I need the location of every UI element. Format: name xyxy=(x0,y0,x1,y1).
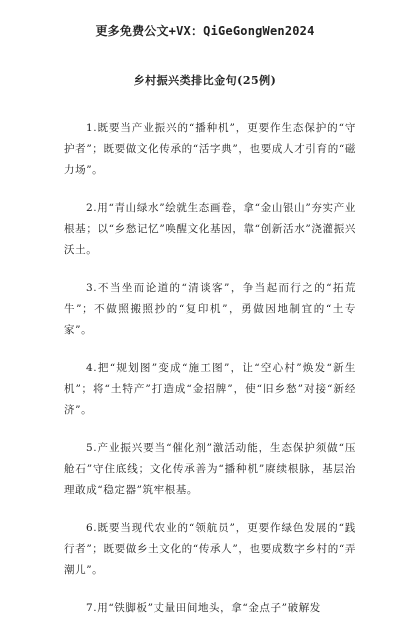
paragraph-2: 2.用“青山绿水”绘就生态画卷，拿“金山银山”夯实产业根基；以“乡愁记忆”唤醒文化基因，靠“创新活水”浇灌振兴沃土。 xyxy=(64,202,356,256)
promo-header: 更多免费公文+VX：QiGeGongWen2024 xyxy=(95,24,315,38)
document-title: 乡村振兴类排比金句(25例) xyxy=(133,74,277,87)
paragraph-3: 3.不当坐而论道的“清谈客”，争当起而行之的“拓荒牛”；不做照搬照抄的“复印机”，勇做因地制宜的“土专家”。 xyxy=(64,282,356,336)
document-body xyxy=(64,118,356,636)
paragraph-1: 1.既要当产业振兴的“播种机”，更要作生态保护的“守护者”；既要做文化传承的“活字典”，也要成人才引育的“磁力场”。 xyxy=(64,122,356,176)
paragraph-7: 7.用“铁脚板”丈量田间地头，拿“金点子”破解发 xyxy=(86,602,321,614)
paragraph-4: 4.把“规划图”变成“施工图”，让“空心村”焕发“新生机”；将“土特产”打造成“金招牌”，使“旧乡愁”对接“新经济”。 xyxy=(64,362,356,416)
paragraph-5: 5.产业振兴要当“催化剂”激活动能，生态保护须做“压舱石”守住底线；文化传承善为“播种机”赓续根脉，基层治理敢成“稳定器”筑牢根基。 xyxy=(64,442,356,496)
paragraph-6: 6.既要当现代农业的“领航员”，更要作绿色发展的“践行者”；既要做乡土文化的“传承人”，也要成数字乡村的“弄潮儿”。 xyxy=(64,522,356,576)
